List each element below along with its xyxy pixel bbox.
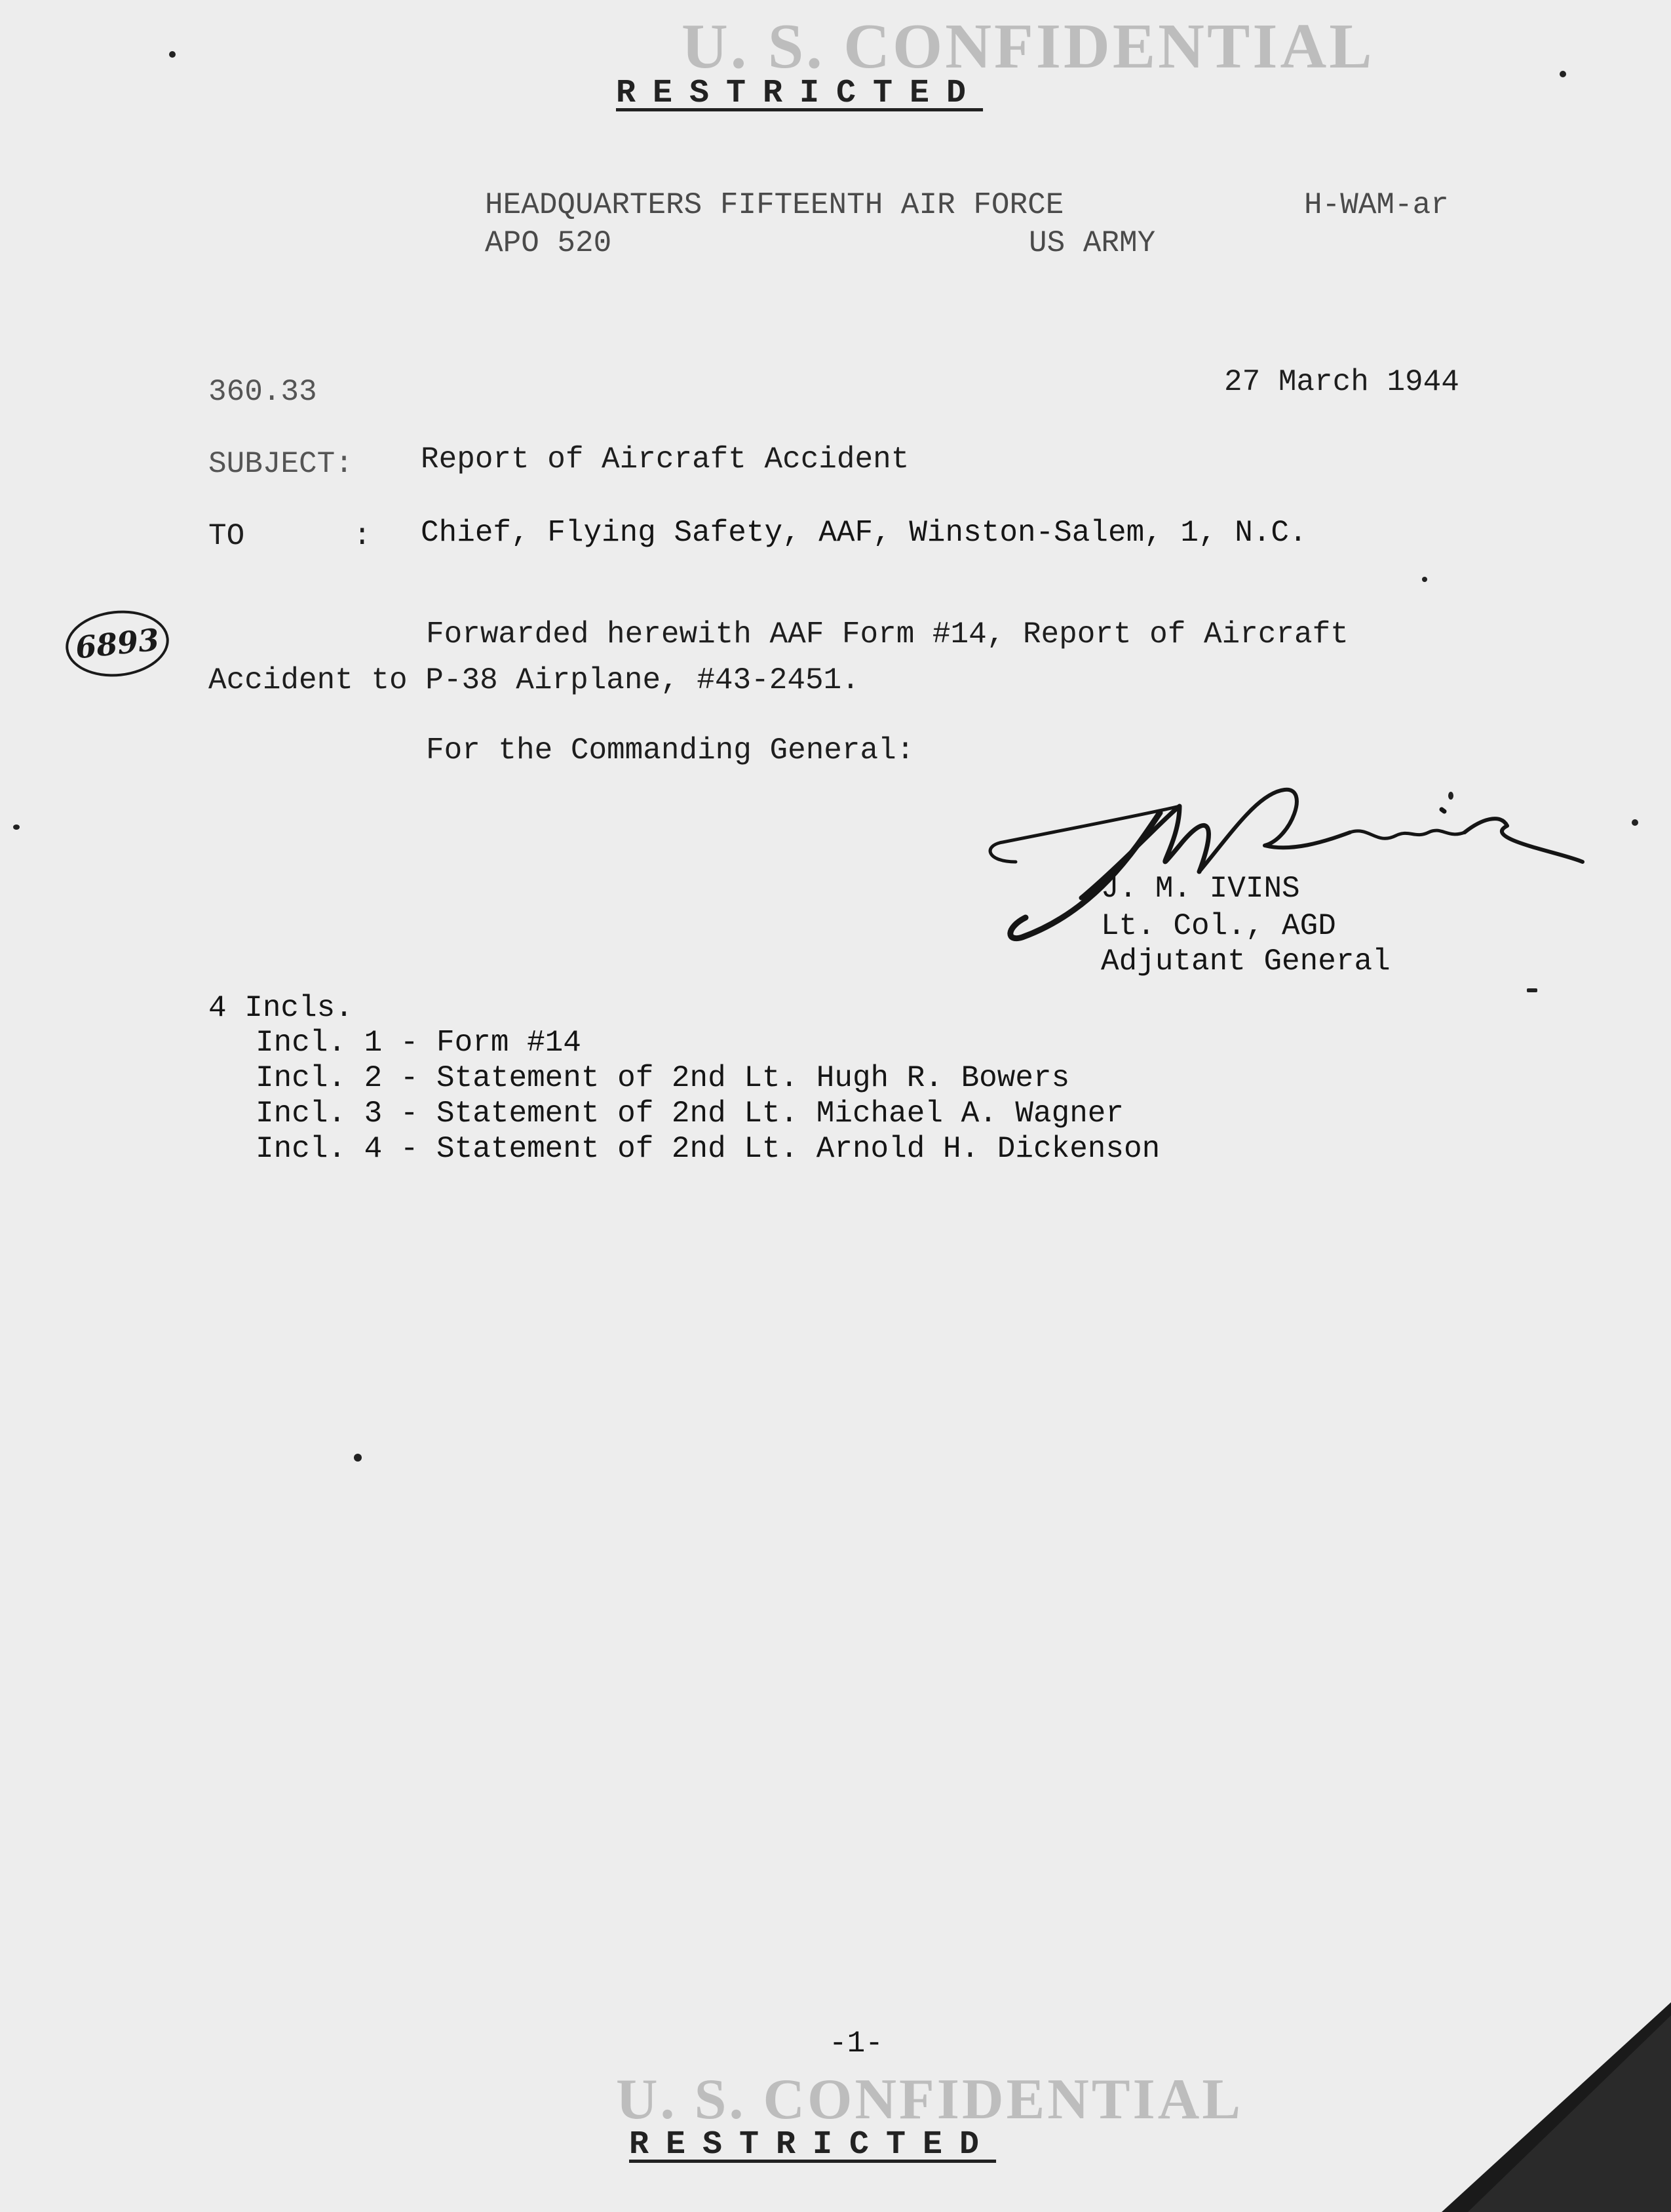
enclosure-item-1: Incl. 1 - Form #14: [256, 1026, 581, 1060]
reference-code: H-WAM-ar: [1304, 188, 1449, 222]
restricted-marking-bottom: RESTRICTED: [629, 2126, 997, 2163]
file-number: 360.33: [208, 375, 317, 409]
org-line-2-right: US ARMY: [1029, 226, 1156, 260]
signer-title: Adjutant General: [1101, 944, 1391, 979]
subject-label: SUBJECT:: [208, 447, 353, 481]
confidential-stamp-top: U. S. CONFIDENTIAL: [682, 11, 1375, 82]
signer-rank: Lt. Col., AGD: [1101, 909, 1336, 943]
body-line-1: Forwarded herewith AAF Form #14, Report of Aircraft: [426, 617, 1349, 651]
page-corner-shadow: [1343, 1989, 1671, 2212]
to-label: TO :: [208, 519, 372, 553]
closing-line: For the Commanding General:: [426, 733, 915, 767]
scan-speck: [13, 825, 20, 830]
memo-date: 27 March 1944: [1224, 365, 1459, 399]
enclosure-item-4: Incl. 4 - Statement of 2nd Lt. Arnold H. Dickenson: [256, 1132, 1161, 1166]
enclosure-count: 4 Incls.: [208, 991, 353, 1025]
scan-speck: [1560, 71, 1566, 77]
scan-speck: [1632, 819, 1638, 826]
to-text: Chief, Flying Safety, AAF, Winston-Salem, 1, N.C.: [421, 516, 1307, 550]
enclosure-item-3: Incl. 3 - Statement of 2nd Lt. Michael A. Wagner: [256, 1096, 1124, 1131]
signer-name: J. M. IVINS: [1101, 872, 1300, 906]
scan-speck: [354, 1454, 362, 1462]
org-line-1: HEADQUARTERS FIFTEENTH AIR FORCE: [485, 188, 1064, 222]
enclosure-item-2: Incl. 2 - Statement of 2nd Lt. Hugh R. Bowers: [256, 1061, 1070, 1095]
confidential-stamp-bottom: U. S. CONFIDENTIAL: [616, 2068, 1244, 2131]
body-line-2: Accident to P-38 Airplane, #43-2451.: [208, 663, 860, 697]
page-number: -1-: [829, 2027, 883, 2061]
handwritten-circled-number: 6893: [62, 606, 172, 682]
org-line-2-left: APO 520: [485, 226, 612, 260]
scan-speck: [1448, 792, 1453, 800]
restricted-marking-top: RESTRICTED: [616, 75, 984, 112]
scan-speck: [1527, 988, 1537, 992]
scan-speck: [169, 51, 176, 58]
scan-speck: [1422, 577, 1427, 582]
subject-text: Report of Aircraft Accident: [421, 442, 910, 476]
